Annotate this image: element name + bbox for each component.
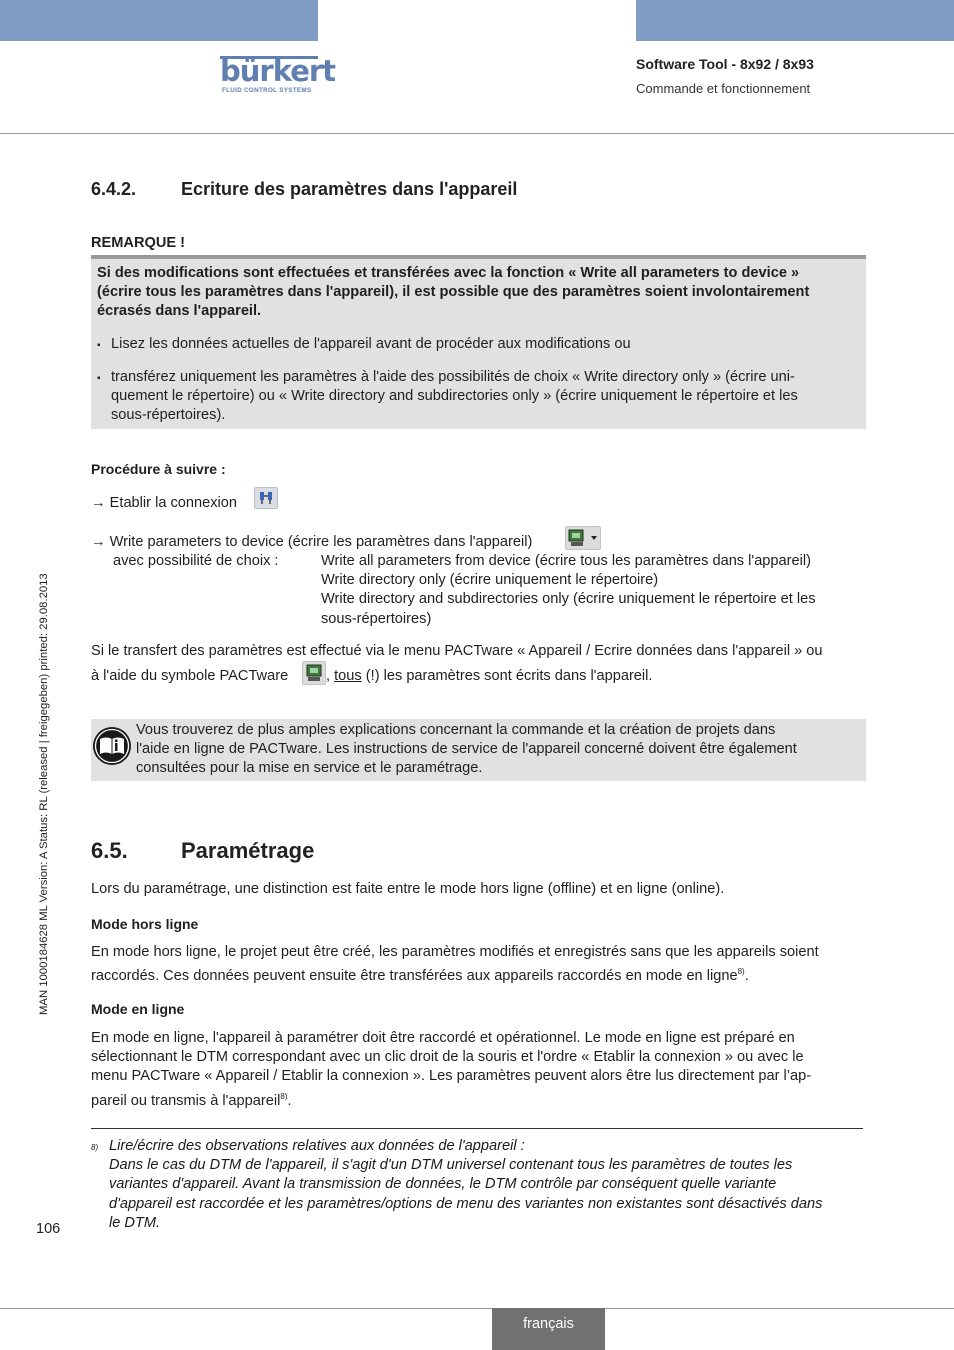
underlined-word: tous [334,668,362,684]
remarque-warning: Si des modifications sont effectuées et transférées avec la fonction « Write all parameters to device » (écrire tous les paramètres dans l'appareil), il est possible que des paramètres soient involontairement écrasés dans l'appareil. [97,265,810,320]
choices-list: Write all parameters from device (écrire tous les paramètres dans l'appareil) Write directory only (écrire uniquement le répertoire) Write directory and subdirectories only (écrire uniquement le répertoire et les sous-répertoires) [321,553,816,627]
offline-title: Mode hors ligne [91,916,199,932]
section-number: 6.5. [91,838,128,863]
procedure-label: Procédure à suivre : [91,461,226,477]
footnote-marker: 8) [91,1143,99,1152]
write-parameters-icon [565,526,601,550]
bullet-marker: ▪ [97,373,101,384]
pactware-line-2-post: , tous (!) les paramètres sont écrits dans l'appareil. [326,668,653,684]
section-title: Ecriture des paramètres dans l'appareil [181,179,518,199]
online-title: Mode en ligne [91,1001,185,1017]
document-subtitle: Commande et fonctionnement [636,81,811,96]
remarque-bullet-2: transférez uniquement les paramètres à l'aide des possibilités de choix « Write directory only » (écrire uni- quement le répertoire) ou « Write directory and subdirectories only » (écrire uniquement le répertoire et les sous-répertoires). [111,369,798,424]
document-title: Software Tool - 8x92 / 8x93 [636,56,814,72]
online-text: En mode en ligne, l'appareil à paramétrer doit être raccordé et opérationnel. Le mode en ligne est préparé en sélectionnant le DTM correspondant avec un clic droit de la souris et l'ordre « Etablir la connexion » ou avec le menu PACTware « Appareil / Etablir la connexion ». Les paramètres peuvent alors être lus directement par l’ap- pareil ou transmis à l'appareil$^{8)}$. [91,1030,812,1109]
section-number: 6.4.2. [91,179,137,199]
manual-info-icon [92,726,132,766]
header-bar-right [636,0,954,41]
footnote-divider [91,1128,863,1129]
connect-icon [254,487,278,509]
header-divider [0,133,954,134]
footer-divider [0,1308,954,1309]
section-title: Paramétrage [181,838,315,863]
procedure-step-2: → Write parameters to device (écrire les paramètres dans l'appareil) [91,534,533,550]
arrow-icon: → [91,495,106,511]
arrow-icon: → [91,534,106,550]
bullet-marker: ▪ [97,340,101,351]
offline-text: En mode hors ligne, le projet peut être créé, les paramètres modifiés et enregistrés sans que les appareils soient raccordés. Ces données peuvent ensuite être transférées aux appareils raccordés en mode en ligne$^{8)}$. [91,944,819,985]
footnote-text: Lire/écrire des observations relatives aux données de l'appareil : Dans le cas du DTM de l'appareil, il s'agit d'un DTM universel contenant tous les paramètres de toutes les variantes d'appareil. Avant la transmission de données, le DTM contrôle par conséquent quelle variante d'appareil est raccordée et les paramètres/options de menu des variantes non existantes sont désactivés dans le DTM. [109,1138,823,1231]
pactware-line-2-pre: à l'aide du symbole PACTware [91,668,289,684]
header-bar-left [0,0,318,41]
document-metadata: MAN 1000184628 ML Version: A Status: RL (released | freigegeben) printed: 29.08.2013 [38,573,50,1015]
language-tab: français [492,1308,605,1350]
remarque-label: REMARQUE ! [91,235,186,251]
info-text: Vous trouverez de plus amples explications concernant la commande et la création de projets dans l'aide en ligne de PACTware. Les instructions de service de l'appareil concerné doivent être également consultées pour la mise en service et le paramétrage. [136,722,797,777]
procedure-step-1: → Etablir la connexion [91,495,238,511]
brand-logo: bürkert [220,54,336,88]
pactware-paragraph: Si le transfert des paramètres est effectué via le menu PACTware « Appareil / Ecrire données dans l'appareil » ou [91,643,823,659]
choices-label: avec possibilité de choix : [113,553,279,569]
pactware-write-icon [302,661,326,685]
page-number: 106 [36,1221,61,1237]
remarque-bullet-1: Lisez les données actuelles de l'appareil avant de procéder aux modifications ou [111,336,631,352]
brand-tagline: FLUID CONTROL SYSTEMS [222,87,312,94]
paramétrage-intro: Lors du paramétrage, une distinction est faite entre le mode hors ligne (offline) et en ligne (online). [91,881,725,897]
